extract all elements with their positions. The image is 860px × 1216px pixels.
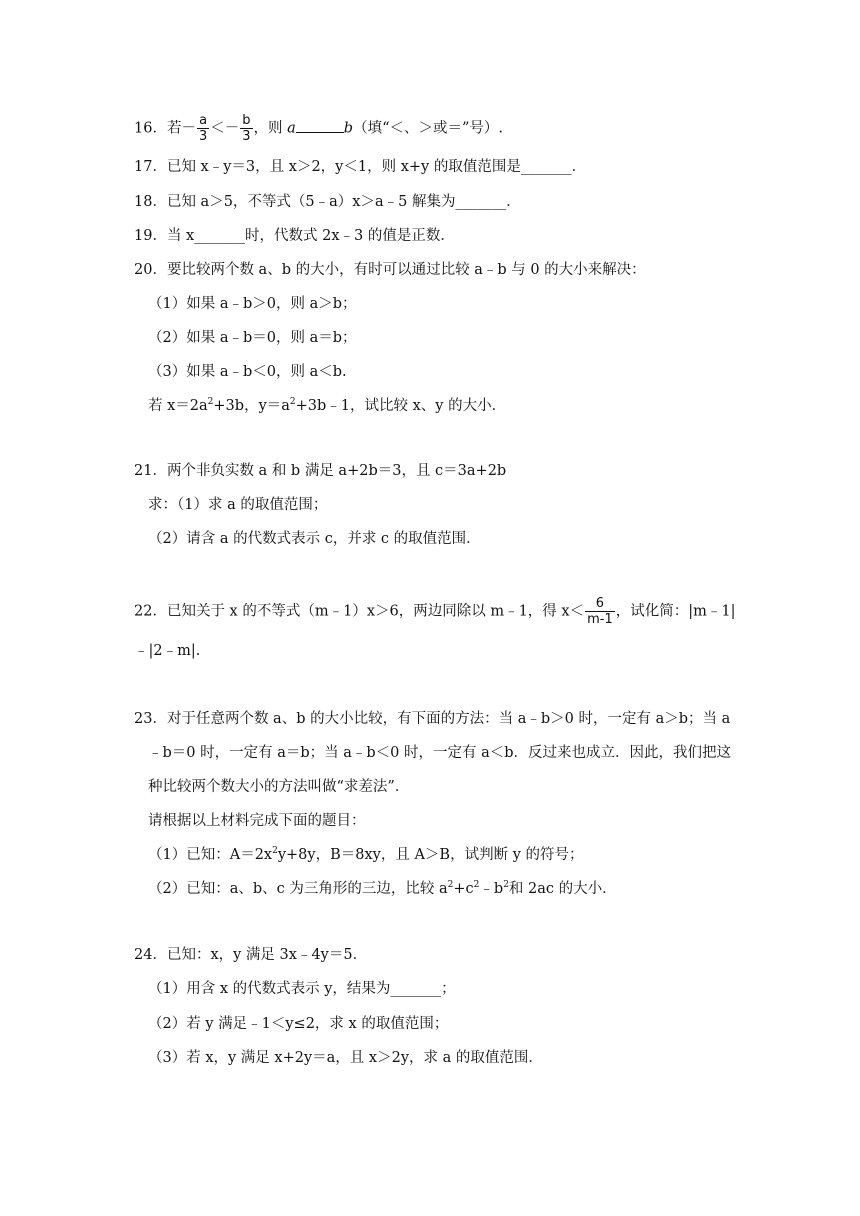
question-20-item-2: （2）如果 a﹣b＝0，则 a＝b；: [148, 330, 357, 346]
answer-blank: [296, 118, 344, 133]
question-20-item-1: （1）如果 a﹣b＞0，则 a＞b；: [148, 296, 357, 312]
question-20-task: 若 $x=2a^2+3b$，$y=a^2+3b﹣1$，试比较 x、y 的大小．: [148, 397, 507, 414]
question-23-line-2: ﹣b＝0 时，一定有 a＝b；当 a﹣b＜0 时，一定有 a＜b．反过来也成立．因此，我们把这: [148, 745, 732, 761]
question-17: 17．已知 x﹣y＝3，且 x＞2，y＜1，则 x+y 的取值范围是_______．: [134, 159, 587, 175]
question-23-line-4: 请根据以上材料完成下面的题目：: [148, 813, 366, 829]
question-24-stem: 24．已知：x，y 满足 3x﹣4y＝5．: [134, 947, 368, 963]
question-20-item-3: （3）如果 a﹣b＜0，则 a＜b.: [148, 364, 347, 380]
question-23-sub-2: （2）已知：a、b、c 为三角形的三边，比较 $a^2+c^2﹣b^2$和 2ac 的大小．: [148, 880, 617, 897]
question-19: 19．当 x_______时，代数式 2x﹣3 的值是正数．: [134, 228, 455, 244]
fraction-a-over-3: $\frac{a}{3}$: [198, 113, 208, 144]
question-18: 18．已知 a＞5，不等式（5﹣a）x＞a﹣5 解集为_______．: [134, 194, 521, 210]
question-23-line-3: 种比较两个数大小的方法叫做“求差法”．: [148, 779, 410, 795]
question-23-line-1: 23．对于任意两个数 a、b 的大小比较，有下面的方法：当 a﹣b＞0 时，一定有 a＞b；当 a: [134, 711, 731, 727]
question-21-stem: 21．两个非负实数 a 和 b 满足 a+2b＝3，且 c＝3a+2b: [134, 463, 507, 479]
question-16: 16．若－ $\frac{a}{3}$ ＜－ $\frac{b}{3}$ ，则 a b（填“＜、＞或＝”号）.: [134, 113, 504, 144]
question-24-sub-2: （2）若 y 满足﹣1＜y≤2，求 x 的取值范围；: [148, 1016, 449, 1032]
fraction-b-over-3: $\frac{b}{3}$: [242, 113, 251, 144]
question-22-cont: ﹣|2﹣m|.: [134, 643, 201, 659]
question-21-sub-1: 求：（1）求 a 的取值范围；: [148, 497, 328, 513]
question-22: 22．已知关于 x 的不等式（m﹣1）x＞6，两边同除以 m﹣1，得 x＜ $\frac{6}{m-1}$ ，试化简：|m﹣1|: [134, 596, 736, 627]
question-23-sub-1: （1）已知：$A=2x^2y+8y$，B＝8xy，且 A＞B，试判断 y 的符号；: [148, 846, 584, 863]
question-20-stem: 20．要比较两个数 a、b 的大小，有时可以通过比较 a﹣b 与 0 的大小来解决：: [134, 262, 646, 278]
question-21-sub-2: （2）请含 a 的代数式表示 c，并求 c 的取值范围．: [148, 531, 481, 547]
question-24-sub-1: （1）用含 x 的代数式表示 y，结果为_______；: [148, 981, 456, 997]
question-24-sub-3: （3）若 x，y 满足 x+2y＝a，且 x＞2y，求 a 的取值范围．: [148, 1050, 543, 1066]
fraction-6-over-m-1: $\frac{6}{m-1}$: [587, 596, 613, 627]
